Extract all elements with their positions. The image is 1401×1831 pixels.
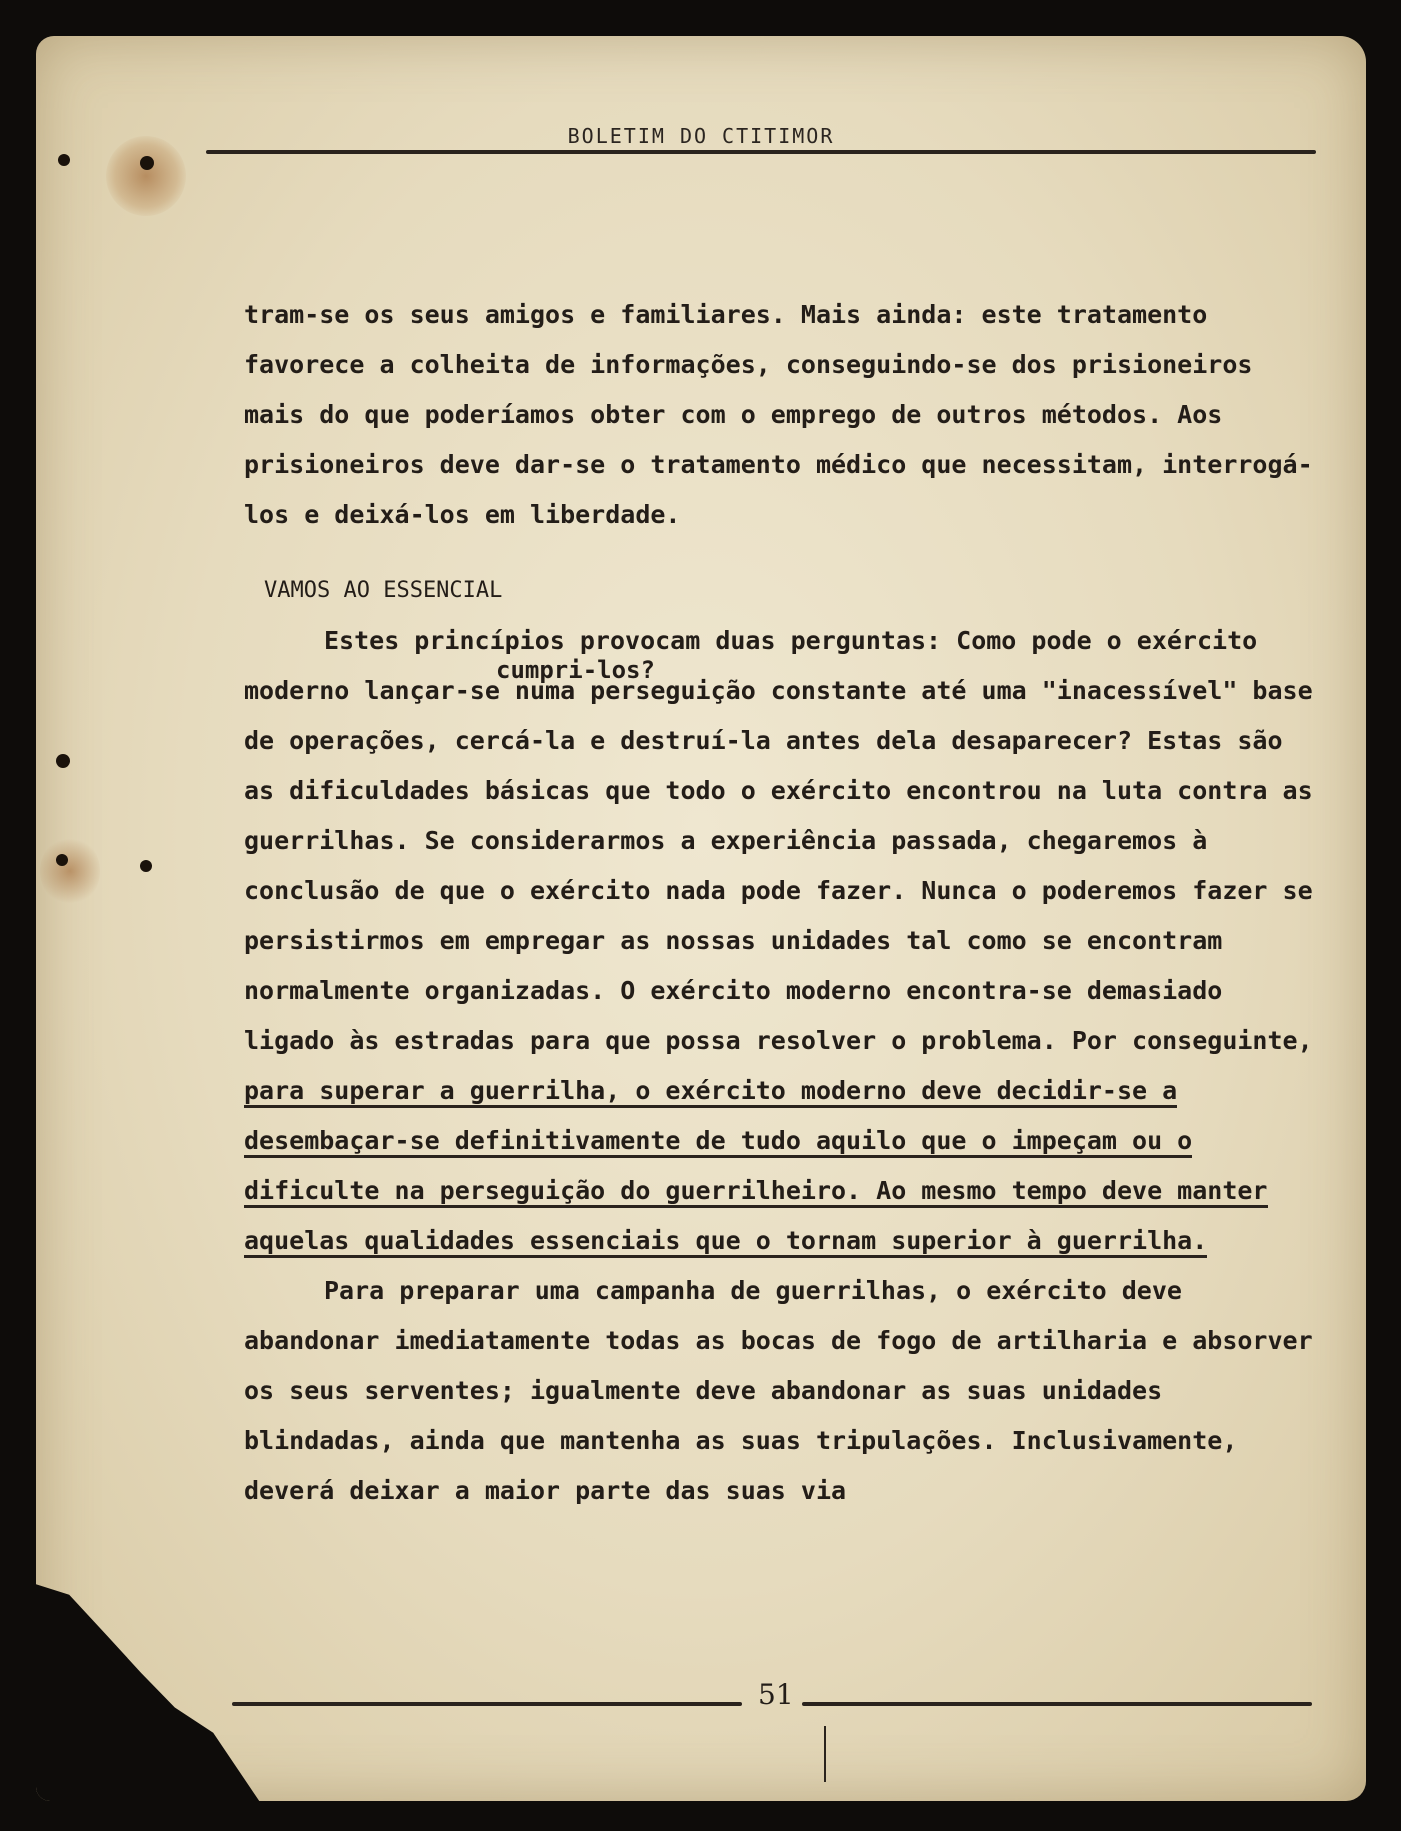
footer-rule-right: [802, 1702, 1312, 1706]
punch-hole: [58, 154, 70, 166]
interlinear-insert: cumpri-los?: [496, 656, 655, 684]
body-text: [244, 290, 1319, 1516]
punch-hole: [140, 860, 152, 872]
rust-stain: [40, 836, 100, 906]
page-number: 51: [758, 1678, 794, 1711]
punch-hole: [140, 156, 154, 170]
footer-rule-left: [232, 1702, 742, 1706]
pencil-mark: [824, 1726, 826, 1782]
paragraph: [244, 616, 1319, 1266]
paragraph-text: Estes princípios provocam duas perguntas: Como pode o exército moderno lançar-se numa perseguição constante até uma "inacessível" base de operações, cercá-la e destruí-la antes dela desaparecer? Estas são as dificuldades básicas que todo o exército encontrou na luta contra as guerrilhas. Se considerarmos a experiência passada, chegaremos à conclusão de que o exército nada pode fazer. Nunca o poderemos fazer se persistirmos em empregar as nossas unidades tal como se encontram normalmente organizadas. O exército moderno encontra-se demasiado ligado às estradas para que possa resolver o problema. Por conseguinte,: [244, 626, 1313, 1055]
header-rule: [206, 150, 1316, 154]
punch-hole: [56, 854, 68, 866]
document-page: [36, 36, 1366, 1801]
underlined-passage: para superar a guerrilha, o exército moderno deve decidir-se a desembaçar-se definitivamente de tudo aquilo que o impeçam ou o dificulte na perseguição do guerrilheiro. Ao mesmo tempo deve manter aquelas qualidades essenciais que o tornam superior à guerrilha.: [244, 1076, 1268, 1258]
rust-stain: [106, 136, 186, 216]
paragraph: tram-se os seus amigos e familiares. Mais ainda: este tratamento favorece a colheita de informações, conseguindo-se dos prisioneiros mais do que poderíamos obter com o emprego de outros métodos. Aos prisioneiros deve dar-se o tratamento médico que necessitam, interrogá-los e deixá-los em liberdade.: [244, 300, 1313, 529]
page-header-title: BOLETIM DO CTITIMOR: [567, 124, 835, 148]
punch-hole: [56, 754, 70, 768]
paragraph: Para preparar uma campanha de guerrilhas, o exército deve abandonar imediatamente todas as bocas de fogo de artilharia e absorver os seus serventes; igualmente deve abandonar as suas unidades blindadas, ainda que mantenha as suas tripulações. Inclusivamente, deverá deixar a maior parte das suas via: [244, 1276, 1313, 1505]
section-heading: VAMOS AO ESSENCIAL: [264, 578, 503, 603]
torn-corner: [36, 1581, 266, 1801]
